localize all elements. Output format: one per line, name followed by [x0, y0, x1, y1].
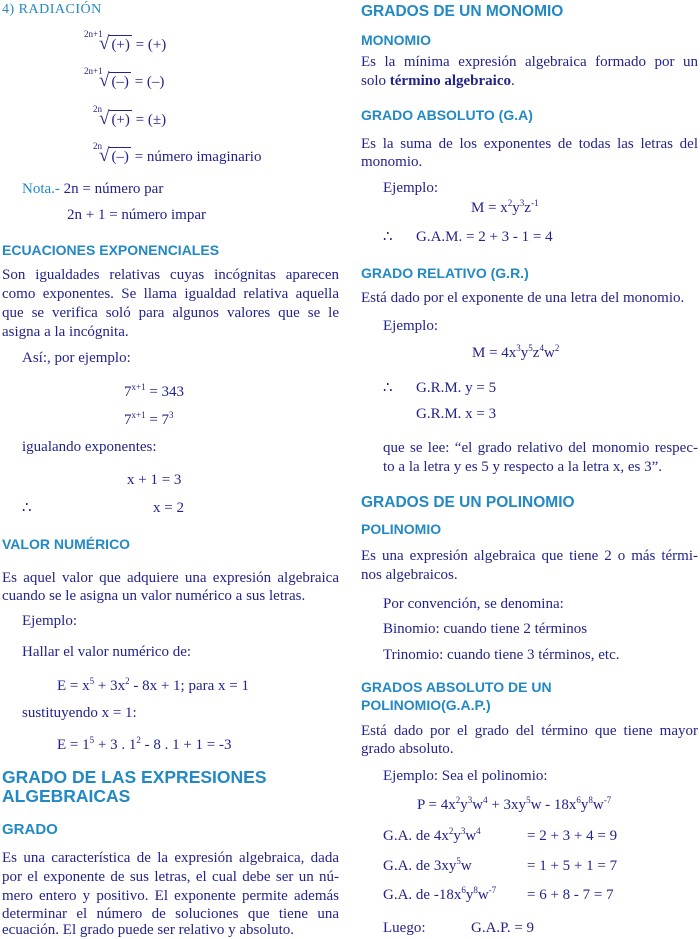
nota-line-1 — [22, 180, 163, 198]
subheading-monomio: MONOMIO — [361, 32, 431, 48]
paragraph-line: Son igualdades relativas cuyas incógnitas aparecen — [2, 267, 339, 283]
paragraph-line: como exponentes. Se llama igualdad relativa aquella — [2, 286, 339, 302]
ga-term: G.A. de $4x^2y^3w^4$ — [383, 826, 481, 844]
radicand: (–) — [111, 149, 129, 165]
text-line: Binomio: cuando tiene 2 términos — [383, 621, 588, 637]
text-line: Por convención, se denomina: — [383, 596, 564, 612]
radical-expression — [99, 108, 166, 130]
nota-line-2: 2n + 1 = número impar — [67, 207, 206, 223]
text-line: sustituyendo x = 1: — [22, 705, 137, 721]
therefore-icon: ∴ — [383, 380, 393, 396]
ga-term: G.A. de $3xy^5w$ — [383, 856, 472, 874]
equation: G.R.M. x = 3 — [416, 406, 497, 422]
radical-sign-icon: √ — [99, 145, 110, 166]
paragraph-line: Es una expresión algebraica que tiene 2 o más térmi- — [361, 548, 698, 564]
radical-result: = (–) — [134, 74, 165, 90]
section-heading-radiacion: 4) RADIACIÓN — [2, 2, 102, 17]
example-label: Ejemplo: Sea el polinomio: — [383, 768, 548, 784]
paragraph-line: Es una característica de la expresión algebraica, dada — [2, 850, 339, 866]
example-label: Ejemplo: — [383, 318, 438, 334]
radical-result: = (±) — [135, 112, 167, 128]
radical-index: 2n+1 — [84, 29, 103, 39]
equation: $P = 4x^2y^3w^4 + 3xy^5w - 18x^6y^8w^{-7}$ — [417, 795, 612, 813]
radical-result: = (+) — [135, 37, 167, 53]
paragraph-line: Está dado por el exponente de una letra del monomio. — [361, 290, 685, 306]
nota-label: Nota.- — [22, 181, 60, 197]
equation: $M = 4x^3y^5z^4w^2$ — [472, 343, 560, 361]
paragraph-line: cuando se le asigna un valor numérico a sus letras. — [2, 588, 306, 604]
equation: G.R.M. y = 5 — [416, 380, 497, 396]
bold-term: término algebraico — [389, 73, 511, 89]
section-heading-grado-expresiones: GRADO DE LAS EXPRESIONES — [2, 767, 267, 787]
ga-term: G.A. de $-18x^6y^8w^{-7}$ — [383, 885, 497, 903]
therefore-icon: ∴ — [22, 500, 32, 516]
text: solo — [361, 73, 390, 89]
section-heading-grado-expresiones-2: ALGEBRAICAS — [2, 786, 131, 806]
section-heading-grado-relativo: GRADO RELATIVO (G.R.) — [361, 265, 529, 281]
subheading-polinomio: POLINOMIO — [361, 521, 442, 537]
paragraph-line: Está dado por el grado del término que tiene mayor — [361, 723, 698, 739]
therefore-icon: ∴ — [383, 229, 393, 245]
text-line: Hallar el valor numérico de: — [22, 644, 192, 660]
radicand: (–) — [111, 74, 129, 90]
paragraph-line: monomio. — [361, 154, 423, 170]
section-heading-grados-monomio: GRADOS DE UN MONOMIO — [361, 3, 564, 20]
paragraph-line: que se verifica soló para algunos valores que se le — [2, 305, 339, 321]
ga-value: = 2 + 3 + 4 = 9 — [527, 828, 618, 844]
section-heading-gap: GRADOS ABSOLUTO DE UN — [361, 679, 552, 695]
equation: x + 1 = 3 — [127, 472, 182, 488]
ga-value: = 1 + 5 + 1 = 7 — [527, 858, 618, 874]
example-label: Así:, por ejemplo: — [22, 350, 131, 366]
paragraph-line: to a la letra y es 5 y respecto a la letra x, es 3”. — [383, 459, 663, 475]
section-heading-valor-numerico: VALOR NUMÉRICO — [2, 536, 131, 552]
equation: $E = 1^5 + 3$ . $1^2 - 8$ . 1 + 1 = -3 — [57, 735, 232, 753]
equation: $7^{x+1} = 343$ — [124, 382, 185, 400]
equation: G.A.P. = 9 — [471, 920, 535, 936]
subheading-grado: GRADO — [2, 821, 58, 838]
nota-text: 2n = número par — [63, 181, 164, 197]
equation: x = 2 — [153, 500, 184, 516]
radical-expression — [99, 33, 166, 55]
paragraph-line: por el exponente de sus letras, el cual debe ser un nú- — [2, 869, 339, 885]
section-heading-grado-absoluto: GRADO ABSOLUTO (G.A) — [361, 107, 533, 123]
radical-sign-icon: √ — [99, 108, 110, 129]
paragraph-line: nos algebraicos. — [361, 567, 458, 583]
radical-result: = número imaginario — [134, 149, 262, 165]
paragraph-line: mero entero y positivo. El exponente permite además — [2, 888, 339, 904]
example-label: Ejemplo: — [383, 180, 438, 196]
paragraph-line: determinar el número de soluciones que tiene una — [2, 906, 339, 922]
paragraph-line — [361, 72, 515, 90]
radical-expression — [99, 145, 261, 167]
radical-sign-icon: √ — [99, 70, 110, 91]
example-label: Ejemplo: — [22, 613, 77, 629]
paragraph-line: grado absoluto. — [361, 741, 454, 757]
paragraph-line: que se lee: “el grado relativo del monomio respec- — [383, 440, 698, 456]
paragraph-line: ecuación. El grado puede ser relativo y absoluto. — [2, 922, 294, 938]
text-line: igualando exponentes: — [22, 439, 157, 455]
paragraph-line: Es aquel valor que adquiere una expresión algebraica — [2, 570, 339, 586]
luego-label: Luego: — [383, 920, 426, 936]
equation: $7^{x+1} = 7^3$ — [124, 410, 174, 428]
paragraph-line: Es la suma de los exponentes de todas las letras del — [361, 136, 698, 152]
radical-index: 2n — [93, 104, 102, 114]
section-heading-gap-2: POLINOMIO(G.A.P.) — [361, 697, 491, 713]
equation: $E = x^5 + 3x^2 - 8x + 1$; para x = 1 — [57, 676, 249, 694]
section-heading-ecuaciones: ECUACIONES EXPONENCIALES — [2, 242, 220, 258]
text: . — [510, 73, 515, 89]
radical-sign-icon: √ — [99, 33, 110, 54]
paragraph-line: Es la mínima expresión algebraica formado por un — [361, 54, 698, 70]
equation: $M = x^2y^3z^{-1}$ — [471, 198, 539, 216]
radical-index: 2n+1 — [84, 66, 103, 76]
section-heading-grados-polinomio: GRADOS DE UN POLINOMIO — [361, 494, 575, 511]
ga-value: = 6 + 8 - 7 = 7 — [527, 887, 614, 903]
radical-expression — [99, 70, 164, 92]
paragraph-line: asigna a la incógnita. — [2, 324, 129, 340]
radicand: (+) — [111, 112, 130, 128]
radicand: (+) — [111, 37, 130, 53]
equation: G.A.M. = 2 + 3 - 1 = 4 — [416, 229, 553, 245]
radical-index: 2n — [93, 141, 102, 151]
text-line: Trinomio: cuando tiene 3 términos, etc. — [383, 647, 620, 663]
